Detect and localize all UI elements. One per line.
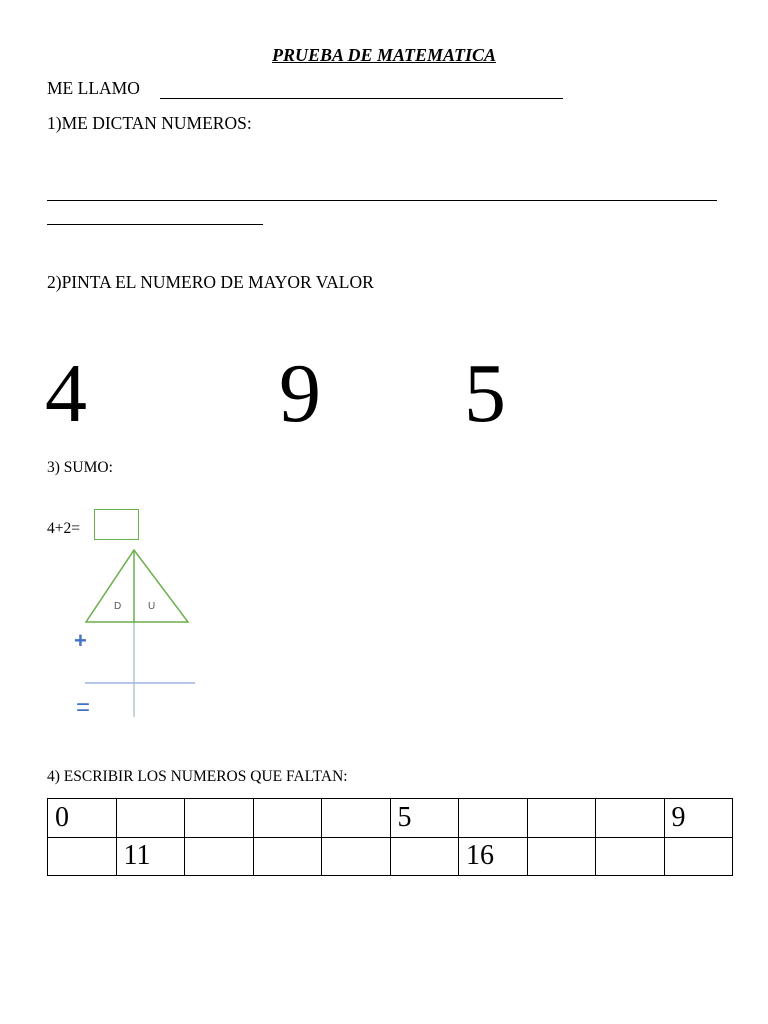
table-cell[interactable] [459,799,528,838]
tens-label: D [114,601,122,612]
table-cell[interactable] [185,837,254,876]
number-option-5[interactable]: 5 [464,347,506,440]
sum-equation: 4+2= [47,520,80,537]
table-cell[interactable] [322,799,391,838]
table-cell[interactable] [664,837,733,876]
table-row [48,837,733,876]
table-cell[interactable] [253,799,322,838]
question-1-label: 1)ME DICTAN NUMEROS: [47,113,252,133]
number-option-4[interactable]: 4 [45,347,87,440]
units-label: U [148,601,156,612]
question-4-label: 4) ESCRIBIR LOS NUMEROS QUE FALTAN: [47,768,348,785]
table-cell[interactable] [527,799,596,838]
tens-units-diagram [65,545,205,725]
table-cell[interactable] [596,799,665,838]
table-cell[interactable]: 9 [664,799,733,838]
page-title: PRUEBA DE MATEMATICA [271,45,497,65]
table-cell[interactable]: 5 [390,799,459,838]
table-cell[interactable]: 11 [116,837,185,876]
table-cell[interactable] [527,837,596,876]
sum-answer-box[interactable] [94,509,139,540]
number-option-9[interactable]: 9 [279,347,321,440]
table-cell[interactable] [253,837,322,876]
name-label: ME LLAMO [47,78,140,98]
diagram-triangle [86,550,188,622]
table-cell[interactable] [322,837,391,876]
table-cell[interactable] [596,837,665,876]
table-cell[interactable] [390,837,459,876]
table-cell[interactable] [116,799,185,838]
equals-sign-icon: = [76,694,91,721]
name-answer-line[interactable] [160,98,563,99]
q1-answer-line-2[interactable] [47,224,263,225]
question-2-label: 2)PINTA EL NUMERO DE MAYOR VALOR [47,272,374,292]
missing-numbers-table [47,798,733,876]
question-3-label: 3) SUMO: [47,459,113,476]
q1-answer-line-1[interactable] [47,200,717,201]
table-cell[interactable] [185,799,254,838]
table-cell[interactable]: 16 [459,837,528,876]
table-cell[interactable]: 0 [48,799,117,838]
table-row [48,799,733,838]
table-cell[interactable] [48,837,117,876]
plus-sign-icon: + [74,628,87,653]
